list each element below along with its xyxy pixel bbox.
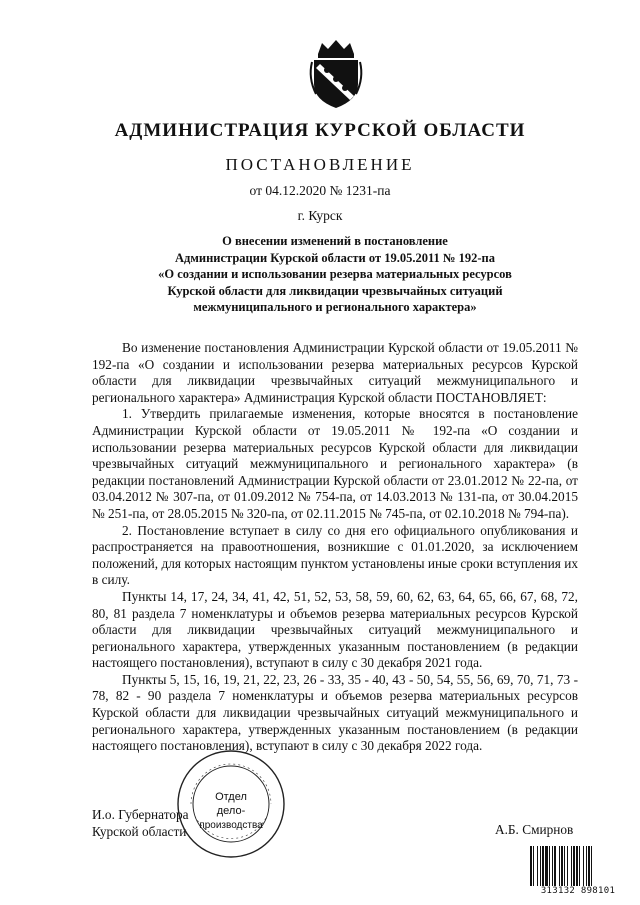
document-type: ПОСТАНОВЛЕНИЕ: [225, 155, 415, 174]
barcode-bar: [579, 846, 580, 886]
document-body: [92, 340, 578, 755]
barcode-bar: [588, 846, 590, 886]
document-city: г. Курск: [297, 208, 343, 223]
barcode-bar: [571, 846, 572, 886]
subject-line: межмуниципального и регионального характера»: [193, 300, 477, 314]
barcode-bar: [561, 846, 563, 886]
barcode-number: 313132 898101: [528, 886, 628, 896]
body-paragraph: 2. Постановление вступает в силу со дня его официального опубликования и распространяется на правоотношения, возникшие с 01.01.2020, за исключением положений, для которых настоящим пунктом установлены иные сроки вступления их в силу.: [92, 522, 578, 588]
stamp-text: дело-: [216, 805, 246, 817]
body-paragraph: Во изменение постановления Администрации Курской области от 19.05.2011 № 192-па «О создании и использовании резерва материальных ресурсов Курской области для ликвидации чрезвычайных ситуаций межмуниципального и регионального характера» Администрация Курской области ПОСТАНОВЛЯЕТ:: [92, 340, 578, 405]
barcode-bar: [530, 846, 532, 886]
barcode-bar: [573, 846, 575, 886]
stamp-text: Отдел: [215, 791, 247, 803]
barcode-bar: [583, 846, 584, 886]
barcode-bar: [542, 846, 544, 886]
body-paragraph: Пункты 5, 15, 16, 19, 21, 22, 23, 26 - 33, 35 - 40, 43 - 50, 54, 55, 56, 69, 70, 71, 73 - 78, 82 - 90 раздела 7 номенклатуры и объемов резерва материальных ресурсов Курской области для ликвидации чрезвычайных ситуаций межмуниципального и регионального характера, утвержденных указанным постановлением (в редакции настоящего постановления), вступают в силу с 30 декабря 2022 года.: [92, 671, 578, 754]
barcode-bar: [549, 846, 550, 886]
barcode-bar: [537, 846, 538, 886]
barcode-bar: [554, 846, 556, 886]
organization-title: АДМИНИСТРАЦИЯ КУРСКОЙ ОБЛАСТИ: [114, 120, 526, 141]
document-subject: [90, 233, 580, 316]
barcode-bar: [567, 846, 568, 886]
barcode-bar: [533, 846, 534, 886]
barcode-bar: [552, 846, 553, 886]
body-paragraph: Пункты 14, 17, 24, 34, 41, 42, 51, 52, 53, 58, 59, 60, 62, 63, 64, 65, 66, 67, 68, 72, 80, 81 раздела 7 номенклатуры и объемов резерва материальных ресурсов Курской области для ликвидации чрезвычайных ситуаций межмуниципального и регионального характера, утвержденных указанным постановлением (в редакции настоящего постановления), вступают в силу с 30 декабря 2021 года.: [92, 588, 578, 671]
signatory-position-line: И.о. Губернатора: [92, 807, 189, 822]
subject-line: О внесении изменений в постановление: [222, 234, 448, 248]
barcode-bar: [545, 846, 548, 886]
subject-line: Курской области для ликвидации чрезвычайных ситуаций: [167, 283, 503, 298]
subject-line: «О создании и использовании резерва материальных ресурсов: [158, 267, 512, 281]
barcode-bar: [559, 846, 560, 886]
subject-line: Администрации Курской области от 19.05.2011 № 192-па: [175, 250, 495, 265]
barcode-bar: [564, 846, 565, 886]
document-date-number: от 04.12.2020 № 1231-па: [249, 183, 391, 198]
barcode-bar: [540, 846, 541, 886]
body-paragraph: 1. Утвердить прилагаемые изменения, которые вносятся в постановление Администрации Курской области от 19.05.2011 № 192-па «О создании и использовании резерва материальных ресурсов Курской области для ликвидации чрезвычайных ситуаций межмуниципального и регионального характера» (в редакции постановлений Администрации Курской области от 23.01.2012 № 22-па, от 03.04.2012 № 307-па, от 01.09.2012 № 754-па, от 14.03.2013 № 131-па, от 30.04.2015 № 251-па, от 28.05.2015 № 320-па, от 02.11.2015 № 745-па, от 02.10.2018 № 794-па).: [92, 406, 578, 521]
signatory-name: А.Б. Смирнов: [495, 822, 574, 837]
barcode-bar: [576, 846, 578, 886]
signatory-position-line: Курской области: [92, 824, 187, 839]
office-stamp: [175, 748, 287, 860]
barcode-bar: [586, 846, 587, 886]
barcode-bar: [591, 846, 592, 886]
stamp-text: производства: [199, 820, 263, 831]
coat-of-arms-icon: [306, 38, 366, 110]
